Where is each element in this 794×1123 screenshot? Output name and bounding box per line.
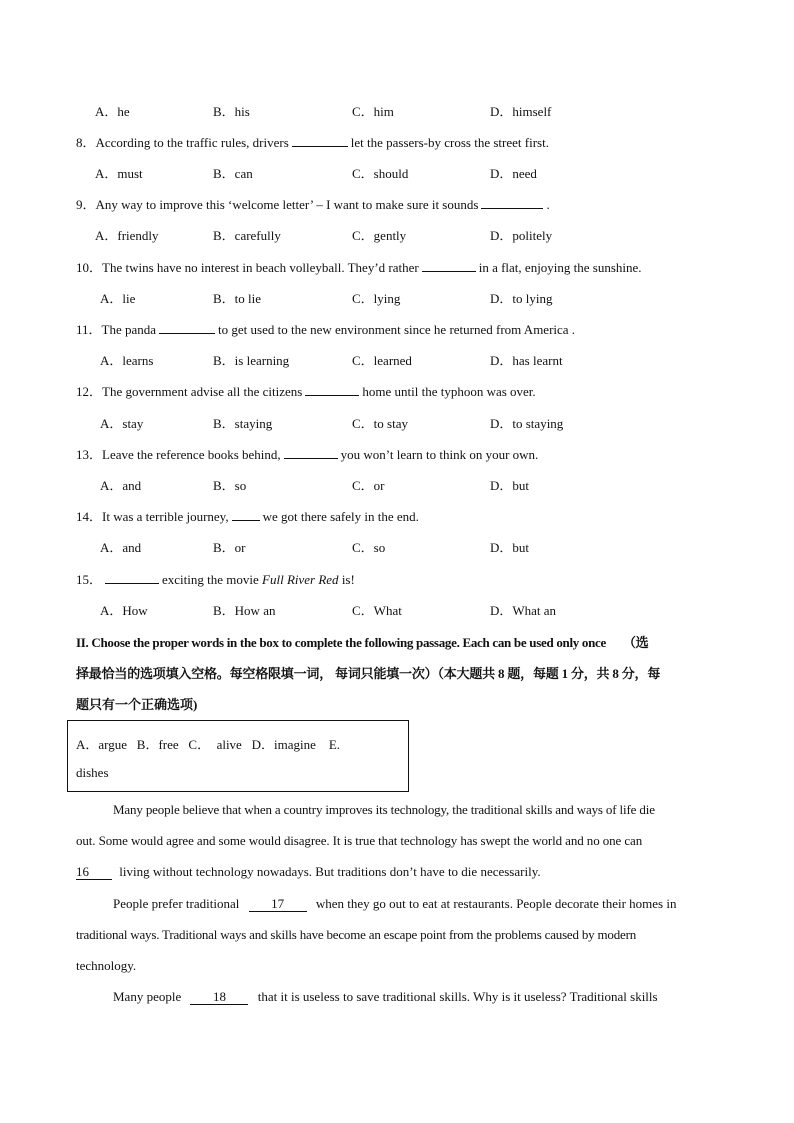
q11-stem-pre: 11．The panda <box>76 322 157 337</box>
q10-option-b: B．to lie <box>213 291 262 306</box>
q12-stem-post: home until the typhoon was over. <box>362 384 536 399</box>
q10-option-d: D．to lying <box>490 291 553 306</box>
passage-line: technology. <box>76 958 137 973</box>
passage-line <box>113 988 658 1006</box>
question-9-stem <box>76 196 550 214</box>
answer-blank <box>292 134 348 147</box>
section-2-heading-cn-1: （选 <box>622 635 649 650</box>
section-2-heading-cn-3: 题只有一个正确选项) <box>76 697 198 712</box>
q9-stem-post: . <box>546 197 550 212</box>
q11-option-c: C．learned <box>352 353 412 368</box>
passage-line <box>76 863 541 881</box>
passage-line <box>113 895 676 913</box>
passage-text: Many people <box>113 989 182 1004</box>
answer-blank <box>105 571 159 584</box>
passage-text: when they go out to eat at restaurants. People decorate their homes in <box>315 896 677 911</box>
word-box-line-1: A．argue B．free C． alive D．imagine E. <box>76 737 341 752</box>
q12-option-c: C．to stay <box>352 416 408 431</box>
q7-option-b: B．his <box>213 104 250 119</box>
passage-line: out. Some would agree and some would disagree. It is true that technology has swept the world and no one can <box>76 833 643 848</box>
q15-option-c: C．What <box>352 603 402 618</box>
q14-option-a: A．and <box>100 540 142 555</box>
q9-option-d: D．politely <box>490 228 553 243</box>
q11-option-b: B．is learning <box>213 353 290 368</box>
question-8-stem <box>76 134 549 152</box>
question-15-stem <box>76 571 355 589</box>
q8-option-a: A．must <box>95 166 143 181</box>
q7-option-c: C．him <box>352 104 394 119</box>
q9-option-c: C．gently <box>352 228 407 243</box>
q15-option-a: A．How <box>100 603 148 618</box>
answer-blank <box>232 508 260 521</box>
blank-18: 18 <box>190 989 248 1005</box>
blank-17: 17 <box>249 896 307 912</box>
q8-stem-pre: 8．According to the traffic rules, drivers <box>76 135 289 150</box>
q13-option-d: D．but <box>490 478 530 493</box>
q10-option-a: A．lie <box>100 291 136 306</box>
section-2-heading <box>76 634 648 652</box>
blank-16: 16 <box>76 864 112 880</box>
q13-stem-post: you won’t learn to think on your own. <box>340 447 539 462</box>
word-box-line-2: dishes <box>76 765 109 780</box>
q8-option-d: D．need <box>490 166 537 181</box>
q8-stem-post: let the passers-by cross the street first. <box>350 135 549 150</box>
word-box <box>67 720 409 792</box>
answer-blank <box>284 446 338 459</box>
q14-option-c: C．so <box>352 540 386 555</box>
q15-stem-pre: 15． <box>76 572 103 587</box>
q12-option-d: D．to staying <box>490 416 564 431</box>
q9-option-a: A．friendly <box>95 228 159 243</box>
q13-option-b: B．so <box>213 478 247 493</box>
answer-blank <box>481 196 543 209</box>
q11-stem-post: to get used to the new environment since he returned from America . <box>218 322 576 337</box>
passage-text: People prefer traditional <box>113 896 240 911</box>
q11-option-a: A．learns <box>100 353 154 368</box>
q14-option-d: D．but <box>490 540 530 555</box>
q15-stem-post: is! <box>341 572 355 587</box>
q12-option-b: B．staying <box>213 416 273 431</box>
passage-text: living without technology nowadays. But traditions don’t have to die necessarily. <box>119 864 541 879</box>
q15-option-b: B．How an <box>213 603 276 618</box>
question-11-stem <box>76 321 575 339</box>
q12-stem-pre: 12．The government advise all the citizens <box>76 384 303 399</box>
q10-stem-pre: 10．The twins have no interest in beach volleyball. They’d rather <box>76 260 419 275</box>
passage-text: that it is useless to save traditional skills. Why is it useless? Traditional skills <box>257 989 658 1004</box>
answer-blank <box>159 321 215 334</box>
q13-stem-pre: 13．Leave the reference books behind, <box>76 447 281 462</box>
q10-option-c: C．lying <box>352 291 401 306</box>
question-12-stem <box>76 383 536 401</box>
q14-stem-pre: 14．It was a terrible journey, <box>76 509 229 524</box>
q14-option-b: B．or <box>213 540 246 555</box>
question-10-stem <box>76 259 642 277</box>
q12-option-a: A．stay <box>100 416 144 431</box>
passage-line: Many people believe that when a country improves its technology, the traditional skills and ways of life die <box>113 802 655 817</box>
q13-option-c: C．or <box>352 478 385 493</box>
q15-stem-mid: exciting the movie <box>162 572 259 587</box>
answer-blank <box>422 259 476 272</box>
q7-option-d: D．himself <box>490 104 552 119</box>
answer-blank <box>305 383 359 396</box>
q13-option-a: A．and <box>100 478 142 493</box>
q9-option-b: B．carefully <box>213 228 281 243</box>
question-13-stem <box>76 446 538 464</box>
question-14-stem <box>76 508 419 526</box>
q8-option-b: B．can <box>213 166 253 181</box>
q8-option-c: C．should <box>352 166 409 181</box>
section-2-heading-en: II. Choose the proper words in the box to complete the following passage. Each can be used only once <box>76 635 606 650</box>
q10-stem-post: in a flat, enjoying the sunshine. <box>478 260 642 275</box>
q9-stem-pre: 9．Any way to improve this ‘welcome letter’ – I want to make sure it sounds <box>76 197 479 212</box>
q14-stem-post: we got there safely in the end. <box>262 509 419 524</box>
section-2-heading-cn-2: 择最恰当的选项填入空格。每空格限填一词， 每词只能填一次）（本大题共 8 题，每题 1 分，共 8 分，每 <box>76 666 661 681</box>
passage-line: traditional ways. Traditional ways and skills have become an escape point from the problems caused by modern <box>76 927 637 942</box>
q7-option-a: A．he <box>95 104 130 119</box>
q15-option-d: D．What an <box>490 603 557 618</box>
movie-title: Full River Red <box>262 572 339 587</box>
q11-option-d: D．has learnt <box>490 353 563 368</box>
